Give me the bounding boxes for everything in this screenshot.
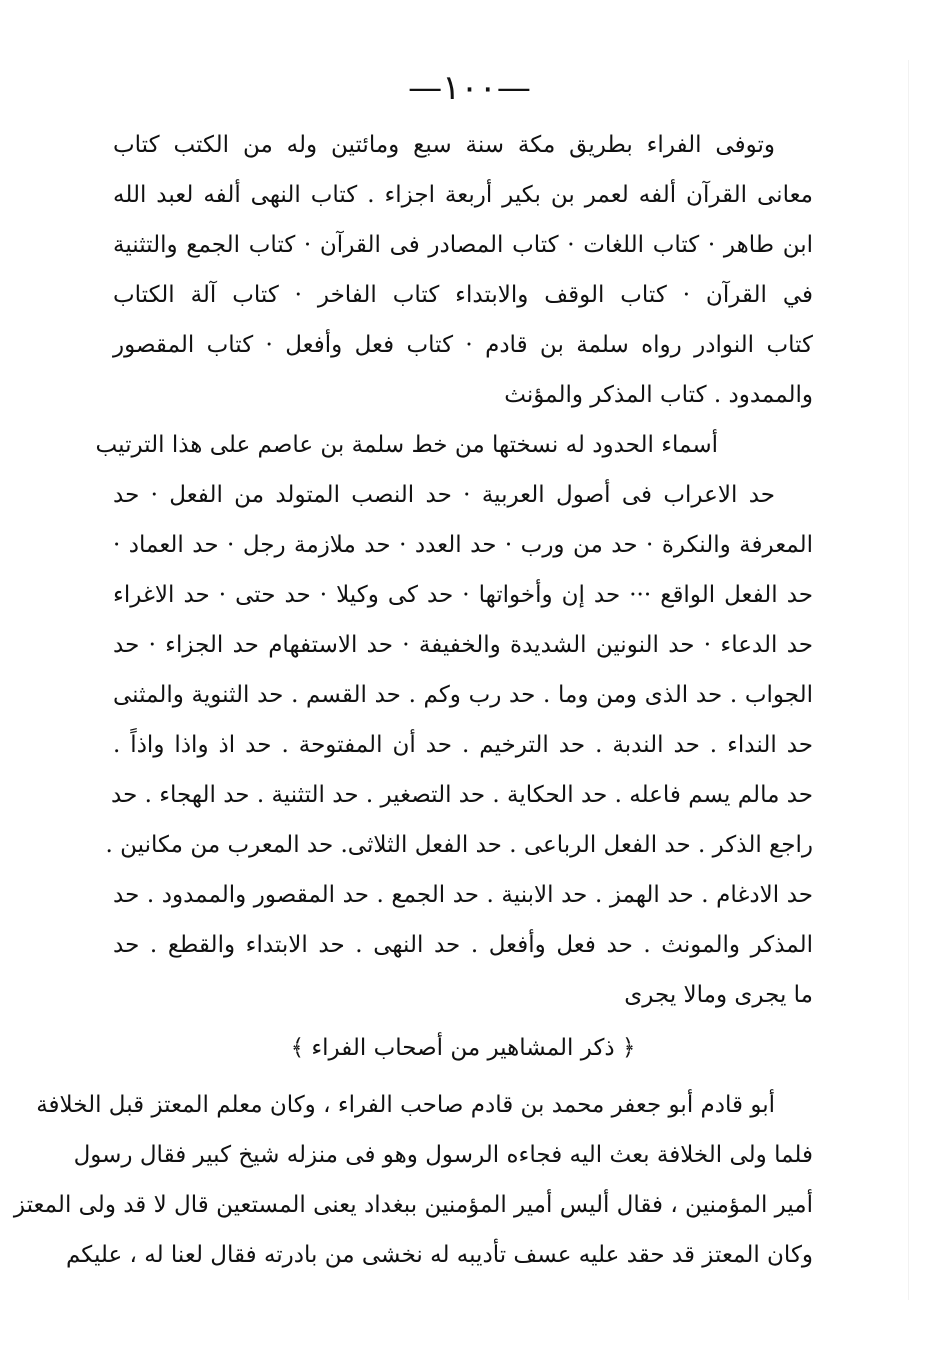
section-title: ﴿ ذكر المشاهير من أصحاب الفراء ﴾ [290,1035,636,1061]
text-line: الجواب . حد الذى ومن وما . حد رب وكم . حد القسم . حد الثنوية والمثنى [113,682,813,708]
text-line: في القرآن · كتاب الوقف والابتداء كتاب الفاخر · كتاب آلة الكتاب [113,282,813,308]
abu-qadim-paragraph [13,1080,813,1280]
page-edge-shadow [908,60,909,1300]
hudud-paragraph [95,420,813,1076]
text-line: حد الدعاء · حد النونين الشديدة والخفيفة · حد الاستفهام حد الجزاء · حد [113,632,813,658]
text-line: أبو قادم أبو جعفر محمد بن قادم صاحب الفراء ، وكان معلم المعتز قبل الخلافة [36,1092,775,1118]
books-list-paragraph [113,120,813,420]
text-line: حد الاعراب فى أصول العربية · حد النصب المتولد من الفعل · حد [113,482,775,508]
text-line: ابن طاهر · كتاب اللغات · كتاب المصادر فى القرآن · كتاب الجمع والتثنية [113,232,813,258]
text-line: والممدود . كتاب المذكر والمؤنث [504,382,813,408]
text-line: معانى القرآن ألفه لعمر بن بكير أربعة اجزاء . كتاب النهى ألفه لعبد الله [113,182,813,208]
text-line: كتاب النوادر رواه سلمة بن قادم · كتاب فعل وأفعل · كتاب المقصور [113,332,813,358]
text-line: حد الفعل الواقع ··· حد إن وأخواتها · حد كى وكيلا · حد حتى · حد الاغراء [113,582,813,608]
hudud-heading: أسماء الحدود له نسختها من خط سلمة بن عاصم على هذا الترتيب [95,432,718,458]
text-line: حد الادغام . حد الهمز . حد الابنية . حد الجمع . حد المقصور والممدود . حد [113,882,813,908]
text-line: المذكر والمونث . حد فعل وأفعل . حد النهى . حد الابتداء والقطع . حد [113,932,813,958]
text-line: فلما ولى الخلافة بعث اليه فجاءه الرسول وهو فى منزله شيخ كبير فقال رسول [73,1142,813,1168]
page-number: —١٠٠— [408,68,531,108]
text-line: وتوفى الفراء بطريق مكة سنة سبع ومائتين وله من الكتب كتاب [113,132,775,158]
text-line: أمير المؤمنين ، فقال أليس أمير المؤمنين ببغداد يعنى المستعين قال لا قد ولى المعتز [13,1192,813,1218]
text-line: راجع الذكر . حد الفعل الرباعى . حد الفعل الثلاثى. حد المعرب من مكانين . [105,832,813,858]
text-line: ما يجرى ومالا يجرى [624,982,813,1008]
text-line: المعرفة والنكرة · حد من ورب · حد العدد · حد ملازمة رجل · حد العماد · [113,532,813,558]
text-line: حد النداء . حد الندبة . حد الترخيم . حد أن المفتوحة . حد اذ واذا واذاً . [113,732,813,758]
text-line: وكان المعتز قد حقد عليه عسف تأديبه له نخشى من بادرته فقال لعنا له ، عليكم [65,1242,813,1268]
text-line: حد مالم يسم فاعله . حد الحكاية . حد التصغير . حد التثنية . حد الهجاء . حد [111,782,813,808]
